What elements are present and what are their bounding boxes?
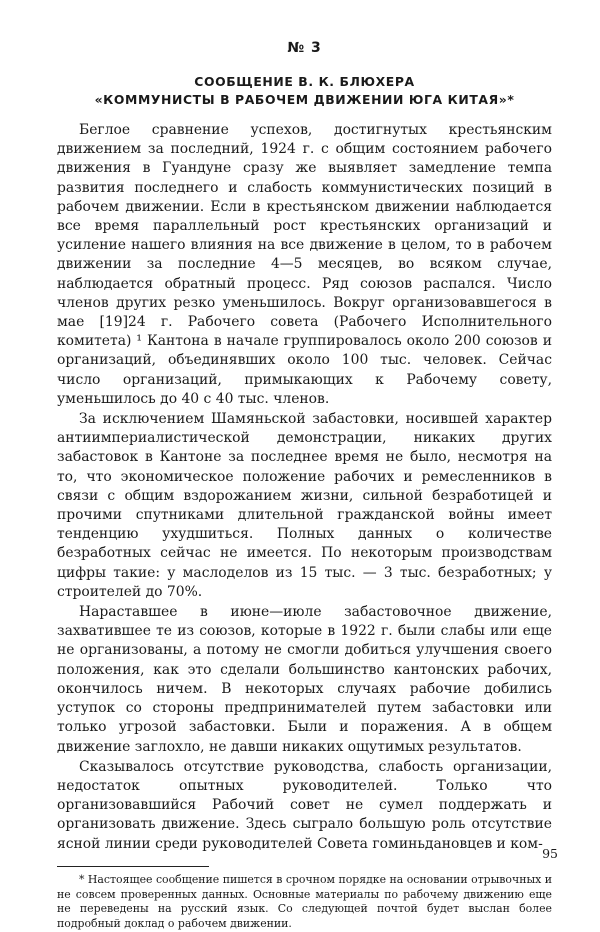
- paragraph: За исключением Шамяньской забастовки, носившей характер антиимпериалистической демонстрации, никаких других забастовок в Кантоне за последнее время не было, несмотря на то, что экономическое положение рабочих и ремесленников в связи с общим вздорожанием жизни, сильной безработицей и прочими спутниками длительной гражданской войны имеет тенденцию ухудшиться. Полных данных о количестве безработных сейчас не имеется. По некоторым производствам цифры такие: у маслоделов из 15 тыс. — 3 тыс. безработных; у строителей до 70%.: [57, 411, 552, 600]
- document-page: [57, 40, 552, 932]
- title-line-2: «КОММУНИСТЫ В РАБОЧЕМ ДВИЖЕНИИ ЮГА КИТАЯ»*: [94, 92, 515, 107]
- body-text: [57, 121, 552, 854]
- paragraph: Нараставшее в июне—июле забастовочное движение, захватившее те из союзов, которые в 1922 г. были слабы или еще не организованы, а потому не смогли добиться улучшения своего положения, как это сделали большинство кантонских рабочих, окончилось ничем. В некоторых случаях рабочие добились уступок со стороны предпринимателей путем забастовки или только угрозой забастовки. Были и поражения. А в общем движение заглохло, не давши никаких ощутимых результатов.: [57, 604, 552, 755]
- footnote-divider: [57, 866, 209, 867]
- footnote: * Настоящее сообщение пишется в срочном порядке на основании отрывочных и не совсем проверенных данных. Основные материалы по рабочему движению еще не переведены на русский язык. Со следующей почтой будет выслан более подробный доклад о рабочем движении.: [57, 872, 552, 931]
- page-number: 95: [542, 846, 558, 861]
- document-title: [57, 73, 552, 109]
- title-line-1: СООБЩЕНИЕ В. К. БЛЮХЕРА: [194, 74, 415, 89]
- document-number: № 3: [287, 40, 322, 56]
- paragraph: Сказывалось отсутствие руководства, слабость организации, недостаток опытных руководителей. Только что организовавшийся Рабочий совет не сумел поддержать и организовать движение. Здесь сыграло большую роль отсутствие ясной линии среди руководителей Совета гоминьдановцев и ком-: [57, 758, 552, 852]
- paragraph: Беглое сравнение успехов, достигнутых крестьянским движением за последний, 1924 г. с общим состоянием рабочего движения в Гуандуне сразу же выявляет замедление темпа развития последнего и слабость коммунистических позиций в рабочем движении. Если в крестьянском движении наблюдается все время параллельный рост крестьянских организаций и усиление нашего влияния на все движение в целом, то в рабочем движении за последние 4—5 месяцев, во всяком случае, наблюдается обратный процесс. Ряд союзов распался. Число членов других резко уменьшилось. Вокруг организовавшегося в мае [19]24 г. Рабочего совета (Рабочего Исполнительного комитета) ¹ Кантона в начале группировалось около 200 союзов и организаций, объединявших около 100 тыс. человек. Сейчас число организаций, примыкающих к Рабочему совету, уменьшилось до 40 с 40 тыс. членов.: [57, 122, 552, 407]
